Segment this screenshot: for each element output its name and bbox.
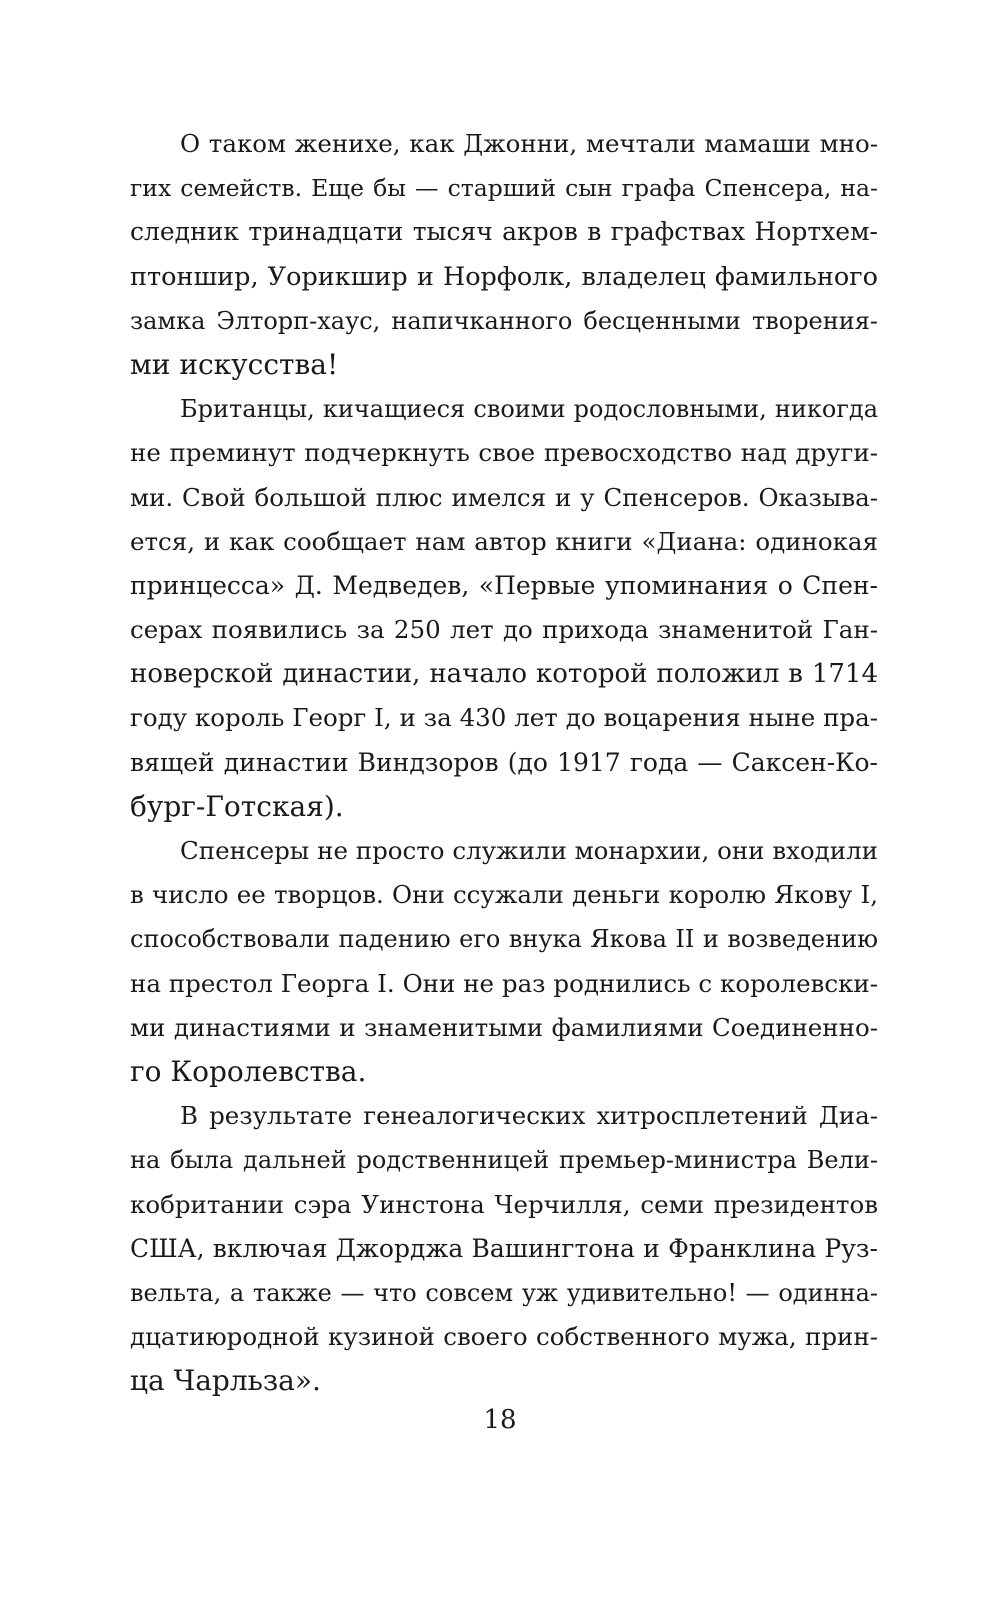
text-line: О таком женихе, как Джонни, мечтали мамаши мно- <box>180 129 878 158</box>
paragraph <box>130 1094 878 1403</box>
text-line: способствовали падению его внука Якова II и возведению <box>130 925 878 954</box>
text-line: ется, и как сообщает нам автор книги «Диана: одинокая <box>130 526 878 556</box>
text-line: птоншир, Уорикшир и Норфолк, владелец фамильного <box>130 261 878 292</box>
text-line: на престол Георга I. Они не раз роднились с королевски- <box>130 968 878 998</box>
paragraph <box>130 122 878 387</box>
text-line: в число ее творцов. Они ссужали деньги королю Якову I, <box>130 880 878 910</box>
text-line: ца Чарльза». <box>130 1364 321 1398</box>
text-line: Спенсеры не просто служили монархии, они входили <box>180 836 878 865</box>
text-line: В результате генеалогических хитросплетений Диа- <box>180 1101 878 1131</box>
text-line: серах появились за 250 лет до прихода знаменитой Ган- <box>130 615 878 645</box>
body-text <box>130 122 878 1403</box>
text-line: году король Георг I, и за 430 лет до воцарения ныне пра- <box>130 703 878 733</box>
text-line: ми. Свой большой плюс имелся и у Спенсеров. Оказыва- <box>130 482 878 512</box>
text-line: на была дальней родственницей премьер-министра Вели- <box>130 1146 878 1175</box>
text-line: кобритании сэра Уинстона Черчилля, семи президентов <box>130 1189 878 1219</box>
text-line: ми искусства! <box>130 347 339 381</box>
page-number: 18 <box>483 1405 517 1435</box>
text-line: вельта, а также — что совсем уж удивительно! — одинна- <box>130 1278 878 1307</box>
text-line: принцесса» Д. Медведев, «Первые упоминания о Спен- <box>130 570 878 600</box>
text-line: Британцы, кичащиеся своими родословными, никогда <box>180 395 878 424</box>
text-line: го Королевства. <box>130 1054 367 1088</box>
text-line: новерской династии, начало которой положил в 1714 <box>130 659 878 690</box>
text-line: гих семейств. Еще бы — старший сын графа Спенсера, на- <box>130 174 878 203</box>
paragraph <box>130 387 878 829</box>
paragraph <box>130 829 878 1094</box>
text-line: США, включая Джорджа Вашингтона и Франклина Руз- <box>130 1233 878 1263</box>
text-line: дцатиюродной кузиной своего собственного мужа, прин- <box>130 1322 878 1352</box>
text-line: следник тринадцати тысяч акров в графствах Нортхем- <box>130 217 878 247</box>
text-line: ми династиями и знаменитыми фамилиями Соединенно- <box>130 1012 878 1042</box>
text-line: не преминут подчеркнуть свое превосходство над други- <box>130 438 878 468</box>
text-line: бург-Готская). <box>130 789 344 823</box>
text-line: вящей династии Виндзоров (до 1917 года — Саксен-Ко- <box>130 747 878 777</box>
text-line: замка Элторп-хаус, напичканного бесценными творения- <box>130 306 878 335</box>
